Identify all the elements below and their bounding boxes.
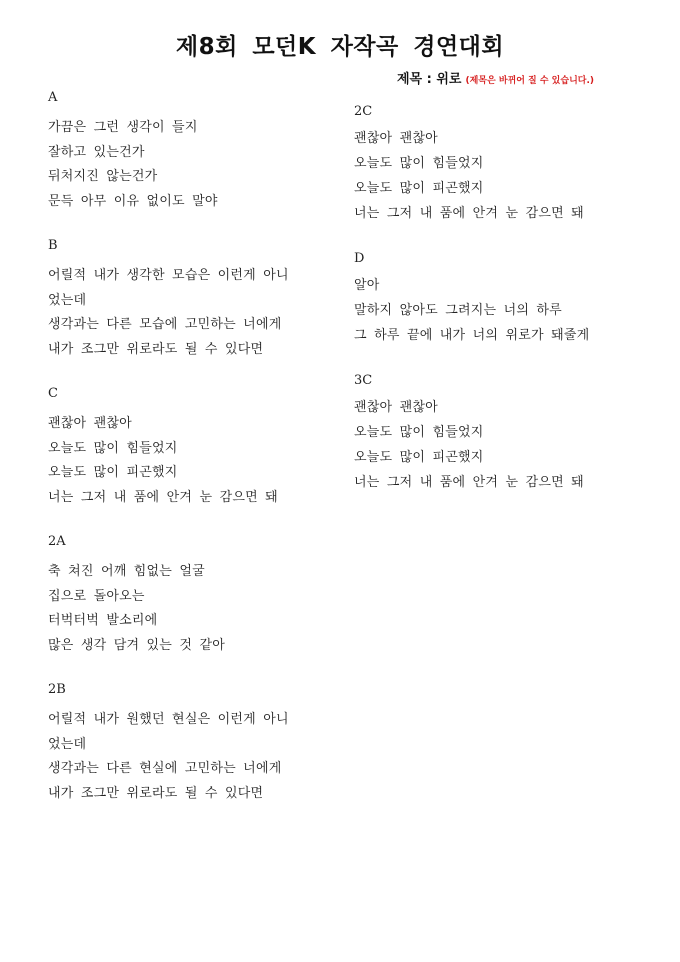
- lyrics-left-column: [48, 90, 348, 830]
- lyrics-section: [354, 104, 654, 226]
- lyrics-section: [48, 682, 348, 806]
- lyric-line: 었는데: [48, 736, 87, 752]
- lyric-line: 축 쳐진 어깨 힘없는 얼굴: [48, 564, 205, 579]
- lyrics-section: [354, 251, 654, 348]
- lyrics-section: [48, 238, 348, 362]
- section-heading: 3C: [354, 373, 373, 388]
- lyric-line: 괜찮아 괜찮아: [48, 416, 132, 431]
- lyric-line: 었는데: [48, 292, 87, 308]
- section-heading: C: [48, 386, 58, 401]
- lyric-line: 오늘도 많이 피곤했지: [354, 181, 484, 196]
- section-heading: 2C: [354, 104, 373, 119]
- lyric-line: 어릴적 내가 생각한 모습은 이런게 아니: [48, 268, 289, 283]
- section-heading: 2B: [48, 682, 66, 697]
- lyric-line: 오늘도 많이 힘들었지: [354, 425, 484, 440]
- lyric-line: 너는 그저 내 품에 안겨 눈 감으면 돼: [48, 489, 278, 505]
- lyric-line: 잘하고 있는건가: [48, 144, 145, 160]
- lyric-line: 괜찮아 괜찮아: [354, 400, 438, 415]
- lyrics-section: [48, 90, 348, 214]
- lyric-line: 오늘도 많이 피곤했지: [48, 465, 178, 480]
- section-heading: A: [48, 90, 58, 105]
- lyric-line: 내가 조그만 위로라도 될 수 있다면: [48, 341, 264, 357]
- lyrics-right-column: [354, 104, 654, 520]
- lyric-line: 알아: [354, 278, 380, 293]
- lyric-line: 오늘도 많이 힘들었지: [48, 440, 178, 456]
- lyric-line: 내가 조그만 위로라도 될 수 있다면: [48, 785, 264, 801]
- lyric-line: 생각과는 다른 현실에 고민하는 너에게: [48, 761, 282, 776]
- lyric-line: 오늘도 많이 피곤했지: [354, 450, 484, 465]
- lyric-line: 오늘도 많이 힘들었지: [354, 156, 484, 171]
- lyric-line: 집으로 돌아오는: [48, 588, 145, 604]
- page-title: 제8회 모던K 자작곡 경연대회: [175, 34, 505, 60]
- section-heading: B: [48, 238, 58, 253]
- lyrics-section: [48, 386, 348, 510]
- lyric-line: 그 하루 끝에 내가 너의 위로가 돼줄게: [354, 328, 590, 343]
- title-change-note: (제목은 바뀌어 질 수 있습니다.): [465, 76, 594, 86]
- lyric-line: 가끔은 그런 생각이 들지: [48, 120, 198, 135]
- lyrics-section: [48, 534, 348, 658]
- lyric-line: 문득 아무 이유 없이도 말야: [48, 193, 218, 209]
- lyric-line: 너는 그저 내 품에 안겨 눈 감으면 돼: [354, 206, 584, 221]
- lyric-line: 많은 생각 담겨 있는 것 같아: [48, 637, 225, 653]
- lyric-line: 터벅터벅 발소리에: [48, 613, 158, 628]
- lyric-line: 너는 그저 내 품에 안겨 눈 감으면 돼: [354, 475, 584, 490]
- lyric-line: 생각과는 다른 모습에 고민하는 너에게: [48, 317, 282, 332]
- song-title: 제목 : 위로: [397, 72, 462, 87]
- song-title-line: [397, 68, 594, 87]
- lyric-line: 괜찮아 괜찮아: [354, 131, 438, 146]
- section-heading: 2A: [48, 534, 66, 549]
- lyric-line: 뒤처지진 않는건가: [48, 169, 158, 184]
- lyric-line: 말하지 않아도 그려지는 너의 하루: [354, 303, 562, 318]
- lyric-line: 어릴적 내가 원했던 현실은 이런게 아니: [48, 712, 289, 727]
- lyrics-section: [354, 373, 654, 495]
- section-heading: D: [354, 251, 365, 266]
